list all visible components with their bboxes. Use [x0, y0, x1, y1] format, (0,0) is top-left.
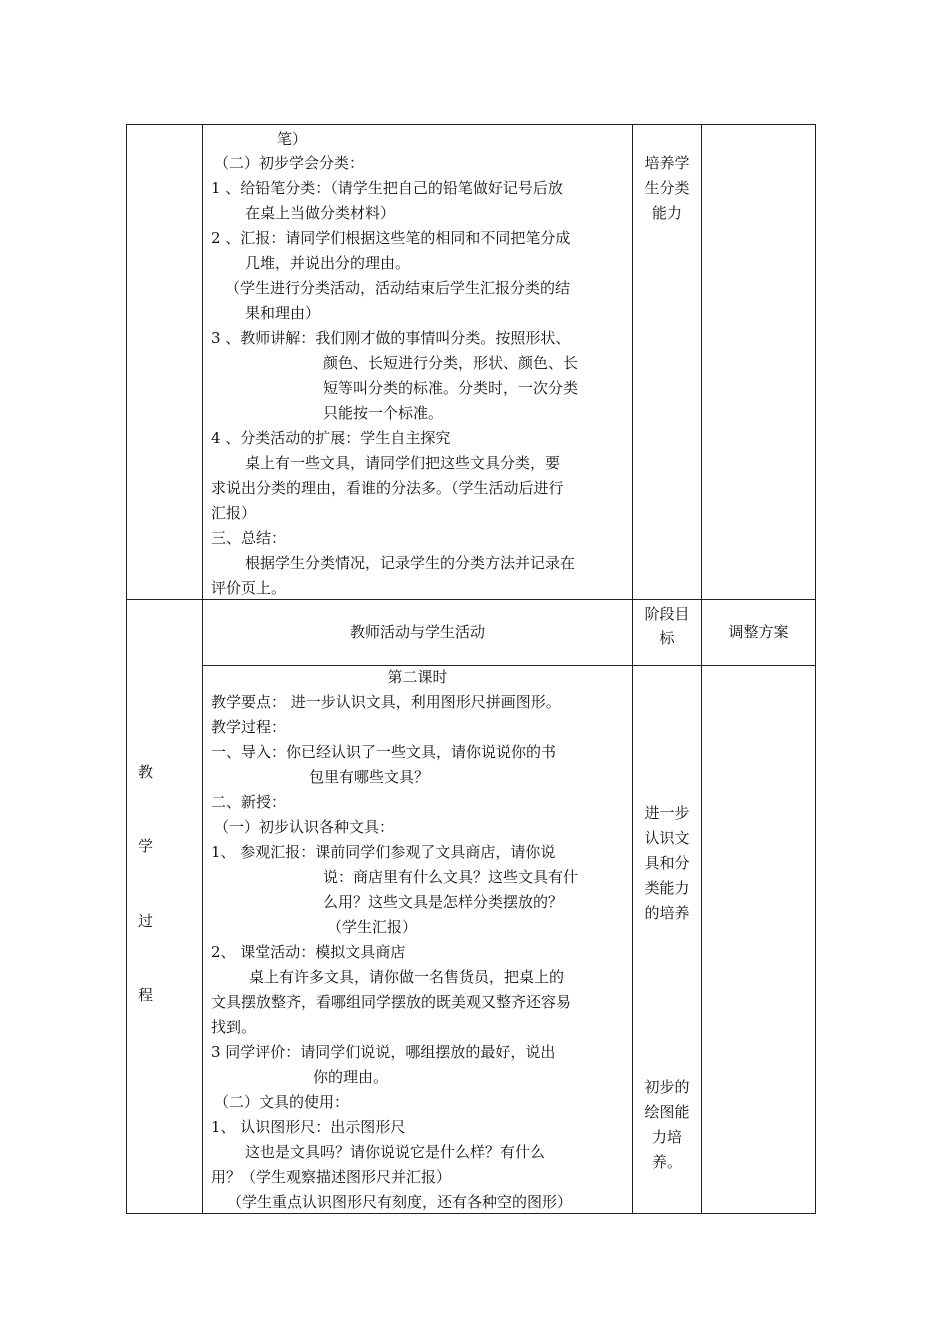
stage-goal-text: 认识文: [644, 829, 690, 847]
header-goal: 阶段目: [644, 605, 690, 623]
side-label: 教: [138, 763, 154, 781]
text-line: 根据学生分类情况，记录学生的分类方法并记录在: [245, 554, 576, 572]
stage-goal-text: 初步的: [644, 1078, 690, 1096]
text-line: 三、总结：: [211, 529, 287, 547]
text-line: 评价页上。: [211, 579, 287, 597]
text-line: 笔）: [277, 130, 308, 148]
stage-goal-text: 的培养: [644, 904, 690, 922]
text-line: 包里有哪些文具？: [309, 768, 430, 786]
text-line: 这也是文具吗？请你说说它是什么样？有什么: [245, 1143, 546, 1161]
column-divider: [701, 125, 702, 1213]
stage-goal-text: 绘图能: [644, 1103, 690, 1121]
text-line: 你的理由。: [313, 1068, 389, 1086]
stage-goal-text: 能力: [651, 204, 682, 222]
text-line: 只能按一个标准。: [323, 404, 444, 422]
text-line: 2、 课堂活动：模拟文具商店: [211, 943, 406, 961]
text-line: 文具摆放整齐，看哪组同学摆放的既美观又整齐还容易: [211, 993, 572, 1011]
column-divider: [632, 125, 633, 1213]
text-line: 汇报）: [211, 504, 257, 522]
text-line: （学生重点认识图形尺有刻度，还有各种空的图形）: [227, 1193, 573, 1211]
text-line: 1、 认识图形尺：出示图形尺: [211, 1118, 406, 1136]
text-line: 颜色、长短进行分类，形状、颜色、长: [323, 354, 579, 372]
text-line: （二）初步学会分类：: [214, 154, 365, 172]
text-line: 1、 参观汇报：课前同学们参观了文具商店，请你说: [211, 843, 556, 861]
text-line: 么用？这些文具是怎样分类摆放的？: [323, 893, 564, 911]
header-goal: 标: [659, 629, 675, 647]
lesson-plan-table: [126, 124, 816, 1214]
text-line: 几堆，并说出分的理由。: [245, 254, 411, 272]
text-line: 果和理由）: [245, 304, 321, 322]
stage-goal-text: 生分类: [644, 179, 690, 197]
text-line: 在桌上当做分类材料）: [245, 204, 396, 222]
text-line: （二）文具的使用：: [214, 1093, 350, 1111]
text-line: 找到。: [211, 1018, 257, 1036]
lesson-title: 第二课时: [387, 668, 448, 686]
text-line: 桌上有一些文具，请同学们把这些文具分类，要: [245, 454, 561, 472]
text-line: 1 、给铅笔分类：（请学生把自己的铅笔做好记号后放: [211, 179, 563, 197]
text-line: 短等叫分类的标准。分类时，一次分类: [323, 379, 579, 397]
side-label: 过: [138, 912, 154, 930]
stage-goal-text: 力培: [651, 1128, 682, 1146]
text-line: 说：商店里有什么文具？这些文具有什: [323, 868, 579, 886]
text-line: （一）初步认识各种文具：: [214, 818, 395, 836]
text-line: 一、导入：你已经认识了一些文具，请你说说你的书: [211, 743, 557, 761]
stage-goal-text: 培养学: [644, 154, 690, 172]
text-line: 4 、分类活动的扩展：学生自主探究: [211, 429, 451, 447]
header-activity: 教师活动与学生活动: [349, 623, 485, 641]
text-line: 教学要点： 进一步认识文具，利用图形尺拼画图形。: [211, 693, 561, 711]
stage-goal-text: 类能力: [644, 879, 690, 897]
side-label: 程: [138, 986, 154, 1004]
stage-goal-text: 养。: [651, 1153, 682, 1171]
text-line: 3 同学评价：请同学们说说，哪组摆放的最好，说出: [211, 1043, 556, 1061]
text-line: （学生进行分类活动，活动结束后学生汇报分类的结: [225, 279, 571, 297]
text-line: 二、新授：: [211, 793, 287, 811]
text-line: 桌上有许多文具，请你做一名售货员，把桌上的: [249, 968, 565, 986]
text-line: 用？（学生观察描述图形尺并汇报）: [211, 1168, 452, 1186]
header-adjust: 调整方案: [728, 623, 789, 641]
stage-goal-text: 具和分: [644, 854, 690, 872]
text-line: 3 、教师讲解：我们刚才做的事情叫分类。按照形状、: [211, 329, 571, 347]
side-label: 学: [138, 837, 154, 855]
text-line: 2 、汇报：请同学们根据这些笔的相同和不同把笔分成: [211, 229, 571, 247]
text-line: 求说出分类的理由，看谁的分法多。（学生活动后进行: [211, 479, 564, 497]
stage-goal-text: 进一步: [644, 804, 690, 822]
text-line: 教学过程：: [211, 718, 287, 736]
text-line: （学生汇报）: [327, 918, 418, 936]
